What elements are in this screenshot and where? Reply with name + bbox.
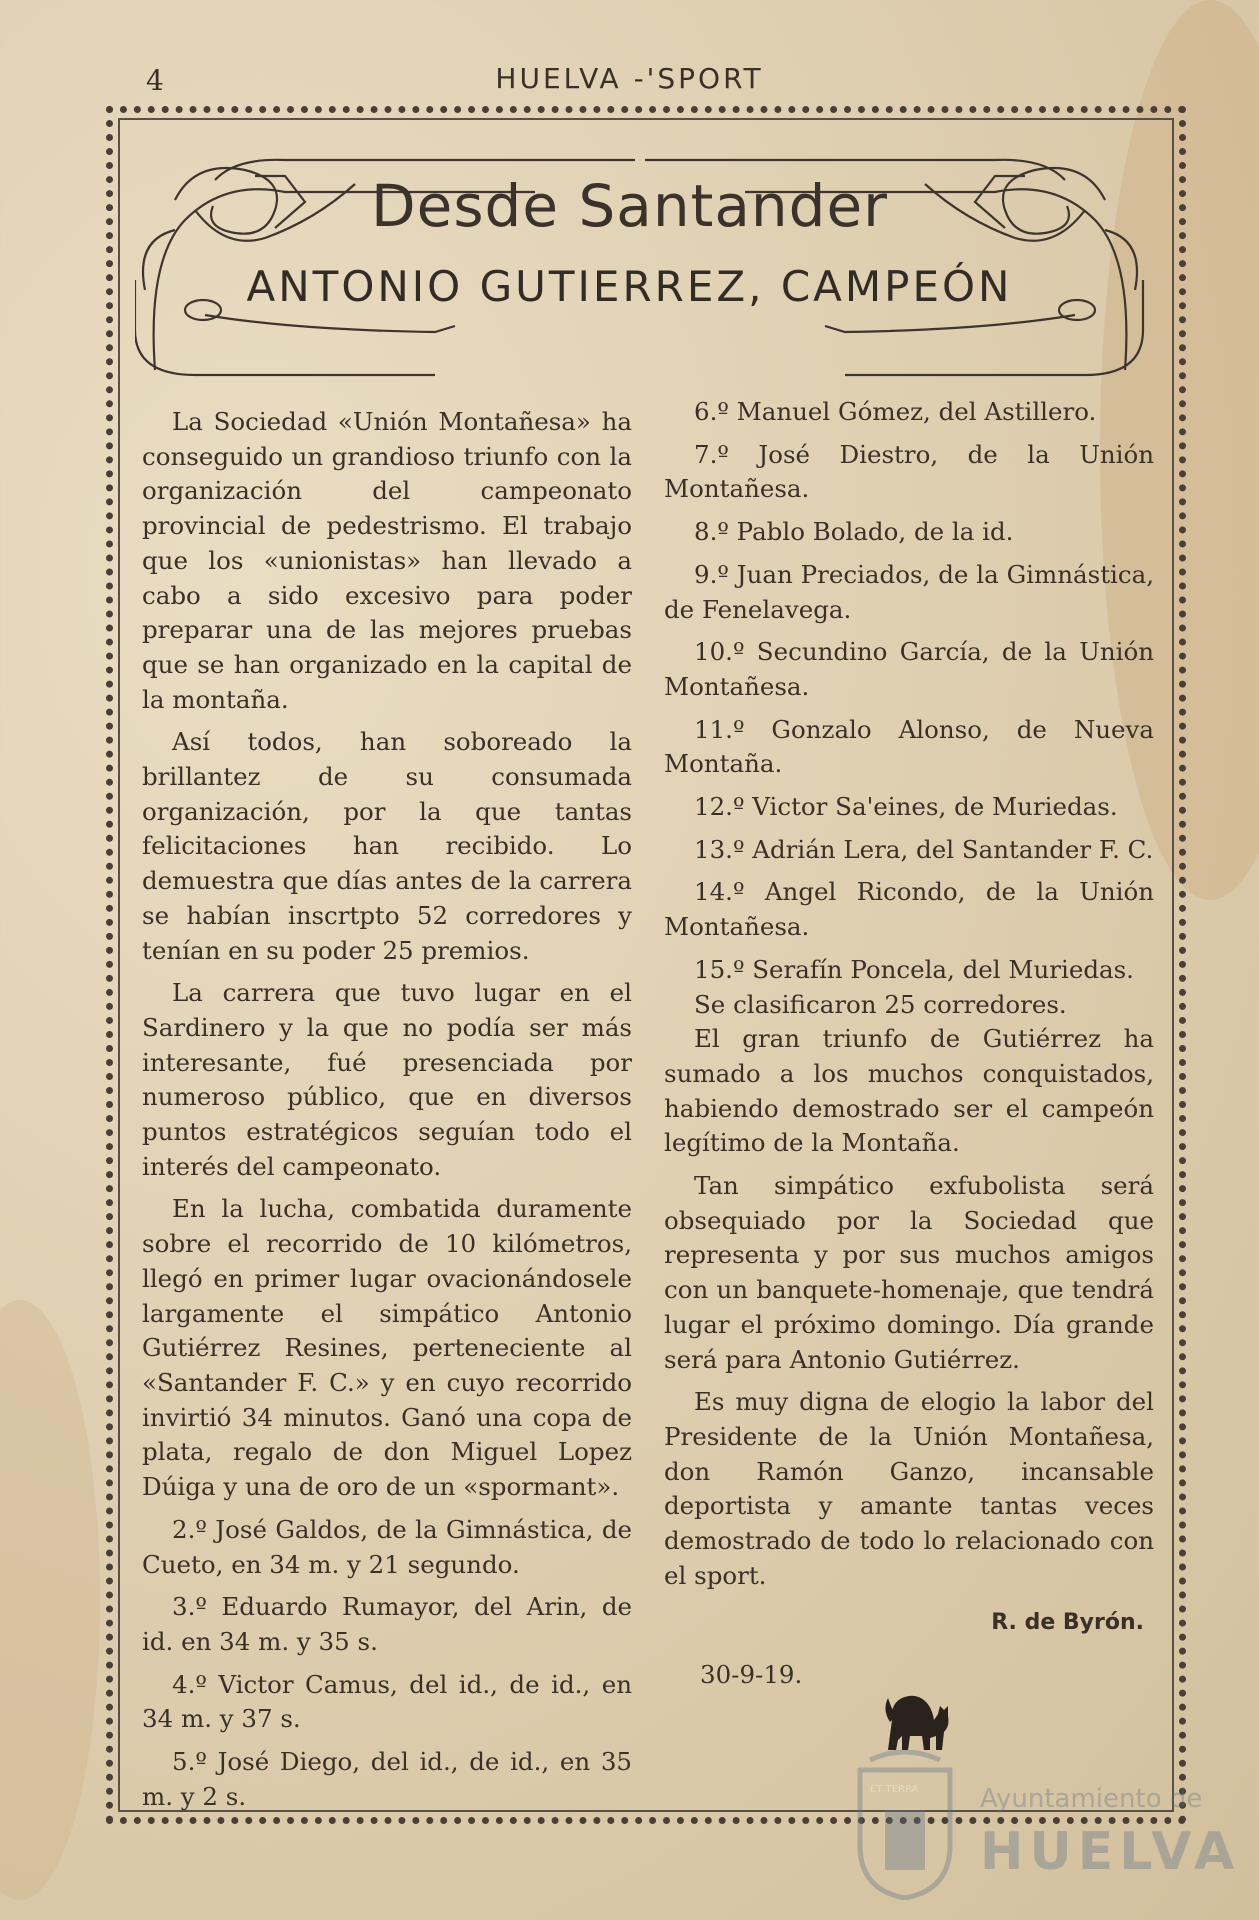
page-number: 4 <box>146 64 164 97</box>
municipal-watermark <box>850 1740 1241 1910</box>
paragraph: Así todos, han soboreado la brillantez de su consumada organización, por la que tantas felicitaciones han recibido. Lo demuestra que días antes de la carrera se habían inscrtpto 52 corredores y tenían en su poder 25 premios. <box>142 727 632 965</box>
paragraph: En la lucha, combatida duramente sobre el recorrido de 10 kilómetros, llegó en primer lugar ovacionándosele largamente el simpático Antonio Gutiérrez Resines, perteneciente al «Santander F. C.» y en cuyo recorrido invirtió 34 minutos. Ganó una copa de plata, regalo de don Miguel Lopez Dúiga y una de oro de un «spormant». <box>142 1194 632 1502</box>
city-seal-icon <box>850 1750 960 1900</box>
result-entry: 8.º Pablo Bolado, de la id. <box>694 517 1014 547</box>
result-entry: 4.º Victor Camus, del id., de id., en 34 m. y 37 s. <box>142 1669 632 1734</box>
paragraph: La carrera que tuvo lugar en el Sardinero y la que no podía ser más interesante, fué presenciada por numeroso público, que en diversos puntos estratégicos seguían todo el interés del campeonato. <box>142 978 632 1181</box>
result-entry: 7.º José Diestro, de la Unión Montañesa. <box>664 439 1154 504</box>
result-entry: 9.º Juan Preciados, de la Gimnástica, de Fenelavega. <box>664 559 1154 624</box>
paragraph: El gran triunfo de Gutiérrez ha sumado a los muchos conquistados, habiendo demostrado ser el campeón legítimo de la Montaña. <box>664 1024 1154 1158</box>
result-entry: 14.º Angel Ricondo, de la Unión Montañesa. <box>664 877 1154 942</box>
article-subtitle: ANTONIO GUTIERREZ, CAMPEÓN <box>246 262 1013 311</box>
result-entry: 6.º Manuel Gómez, del Astillero. <box>694 397 1097 426</box>
running-head: HUELVA -'SPORT <box>495 62 764 95</box>
article-title: Desde Santander <box>370 172 888 240</box>
result-entry: 15.º Serafín Poncela, del Muriedas. <box>694 954 1134 984</box>
result-entry: 11.º Gonzalo Alonso, de Nueva Montaña. <box>664 714 1154 779</box>
left-column <box>142 405 632 1814</box>
result-entry: 12.º Victor Sa'eines, de Muriedas. <box>694 792 1118 822</box>
paragraph: Se clasificaron 25 corredores. <box>694 989 1067 1019</box>
result-entry: 3.º Eduardo Rumayor, del Arin, de id. en 34 m. y 35 s. <box>142 1592 632 1656</box>
result-entry: 5.º José Diego, del id., de id., en 35 m. y 2 s. <box>142 1747 632 1811</box>
watermark-seal-text: ET TERRA <box>870 1784 919 1795</box>
author-signature: R. de Byrón. <box>991 1609 1144 1635</box>
paragraph: Tan simpático exfubolista será obsequiado por la Sociedad que representa y por sus muchos amigos con un banquete-homenaje, que tendrá lugar el próximo domingo. Día grande será para Antonio Gutiérrez. <box>664 1171 1154 1374</box>
right-column <box>664 395 1154 1693</box>
paragraph: La Sociedad «Unión Montañesa» ha conseguido un grandioso triunfo con la organización del campeonato provincial de pedestrismo. El trabajo que los «unionistas» han llevado a cabo a sido excesivo para poder preparar una de las mejores pruebas que se han organizado en la capital de la montaña. <box>142 407 632 714</box>
paper-stain <box>0 1300 100 1900</box>
result-entry: 2.º José Galdos, de la Gimnástica, de Cueto, en 34 m. y 21 segundo. <box>142 1514 632 1579</box>
article-date: 30-9-19. <box>700 1660 803 1690</box>
watermark-line1: Ayuntamiento de <box>980 1784 1203 1814</box>
result-entry: 10.º Secundino García, de la Unión Montañesa. <box>664 637 1154 701</box>
result-entry: 13.º Adrián Lera, del Santander F. C. <box>694 834 1154 864</box>
watermark-line2: HUELVA <box>980 1822 1241 1882</box>
paragraph: Es muy digna de elogio la labor del Presidente de la Unión Montañesa, don Ramón Ganzo, incansable deportista y amante tantas veces demostrado de todo lo relacionado con el sport. <box>664 1387 1154 1590</box>
